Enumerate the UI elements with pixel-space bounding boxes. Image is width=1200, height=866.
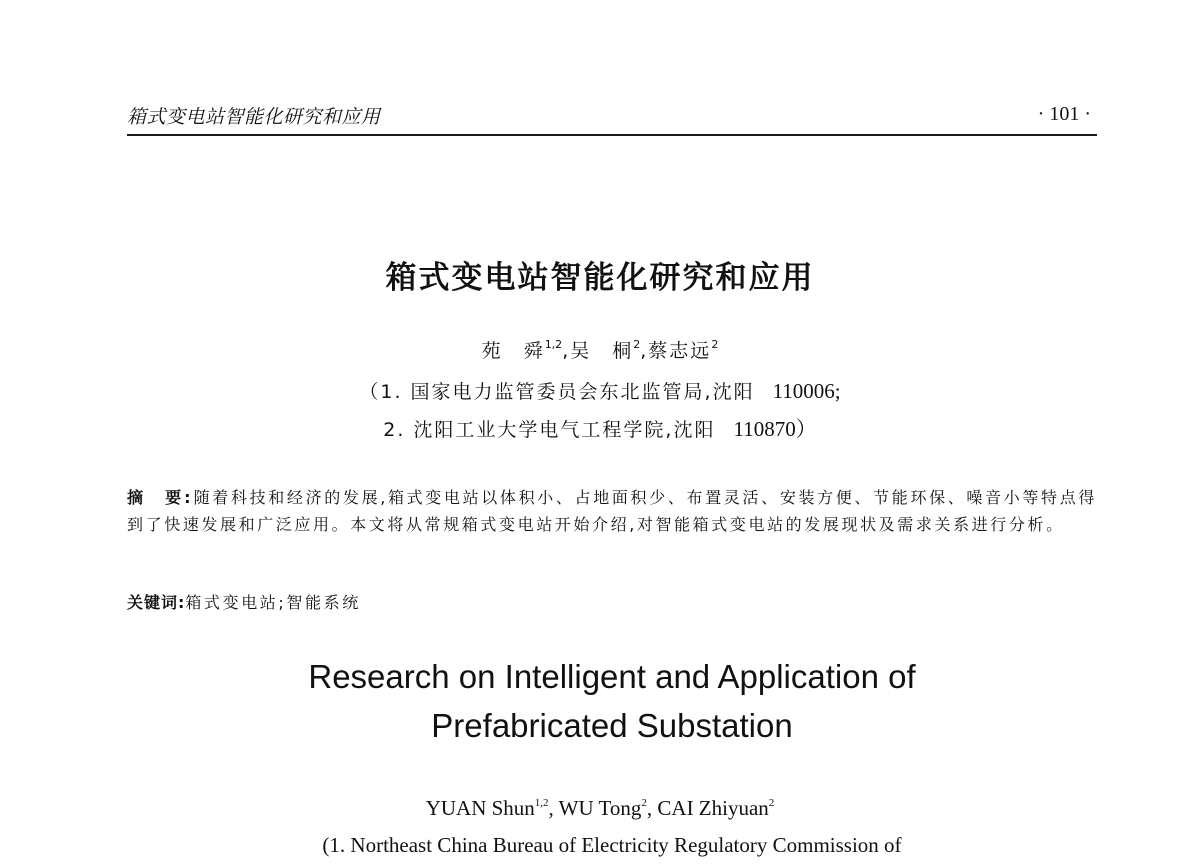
author-2-name: 吴 桐 [570, 340, 634, 362]
en-author-separator: , [646, 796, 658, 820]
english-title-line-2: Prefabricated Substation [431, 707, 793, 744]
en-author-2-affiliation-marker: 2 [641, 797, 647, 809]
english-title-line-1: Research on Intelligent and Application of [308, 658, 916, 695]
running-header [127, 100, 1097, 136]
author-1-affiliation-marker: 1,2 [544, 338, 563, 351]
en-author-3-affiliation-marker: 2 [768, 797, 775, 809]
affiliation-1-postcode: 110006; [772, 379, 841, 403]
chinese-abstract [127, 484, 1097, 538]
chinese-affiliation-2 [0, 413, 1200, 443]
affiliation-2-postcode: 110870） [733, 417, 817, 441]
english-authors [0, 796, 1200, 821]
en-author-3-name: CAI Zhiyuan [657, 796, 769, 820]
en-author-1-affiliation-marker: 1,2 [534, 797, 549, 809]
chinese-authors [0, 336, 1200, 363]
author-3-name: 蔡志远 [648, 340, 712, 362]
en-author-2-name: WU Tong [558, 796, 642, 820]
author-separator: , [640, 340, 649, 362]
chinese-affiliation-1 [0, 377, 1200, 404]
author-2-affiliation-marker: 2 [633, 338, 641, 351]
running-title: 箱式变电站智能化研究和应用 [127, 106, 381, 128]
author-separator: , [562, 340, 571, 362]
en-author-1-name: YUAN Shun [425, 796, 535, 820]
english-affiliation-1: (1. Northeast China Bureau of Electricity Regulatory Commission of [322, 833, 902, 857]
abstract-label: 摘 要: [127, 488, 194, 507]
author-1-name: 苑 舜 [481, 340, 545, 362]
keywords-label: 关键词: [127, 593, 186, 612]
affiliation-2-text: 2. 沈阳工业大学电气工程学院,沈阳 [383, 419, 716, 441]
author-3-affiliation-marker: 2 [711, 338, 719, 351]
chinese-keywords [127, 590, 361, 613]
en-author-separator: , [548, 796, 559, 820]
chinese-title: 箱式变电站智能化研究和应用 [385, 260, 815, 296]
affiliation-1-text: （1. 国家电力监管委员会东北监管局,沈阳 [359, 381, 755, 403]
abstract-text: 随着科技和经济的发展,箱式变电站以体积小、占地面积少、布置灵活、安装方便、节能环保、噪音小等特点得到了快速发展和广泛应用。本文将从常规箱式变电站开始介绍,对智能箱式变电站的发展现状及需求关系进行分析。 [127, 488, 1097, 534]
page-number: · 101 · [1037, 103, 1091, 125]
keywords-text: 箱式变电站;智能系统 [185, 593, 361, 612]
